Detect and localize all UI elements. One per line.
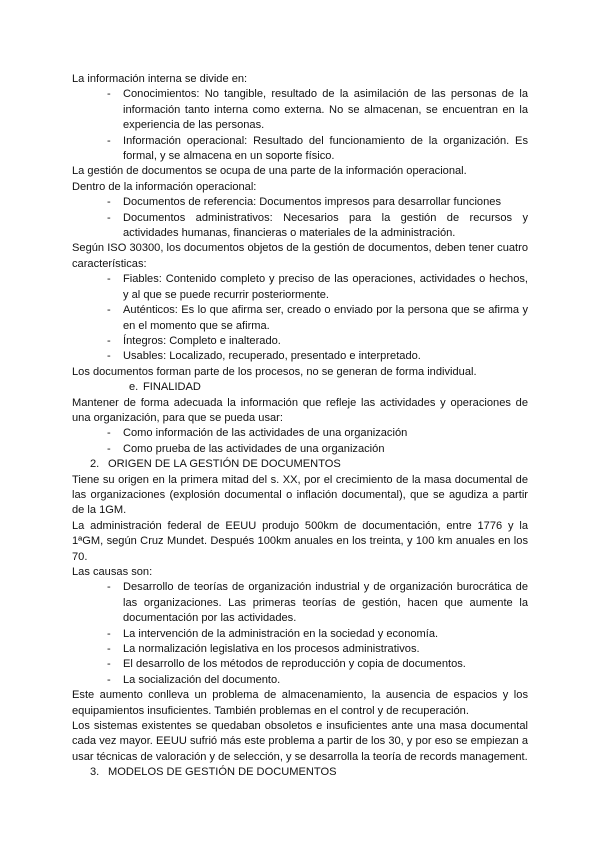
list-item: - El desarrollo de los métodos de reproducción y copia de documentos. <box>107 657 528 672</box>
heading-number: 2. <box>90 458 100 471</box>
list-item: - Como información de las actividades de una organización <box>107 426 528 441</box>
list-item: - Fiables: Contenido completo y preciso de las operaciones, actividades o hechos, y al que se puede recurrir posteriormente. <box>107 272 528 303</box>
paragraph: Tiene su origen en la primera mitad del s. XX, por el crecimiento de la masa documental de las organizaciones (explosión documental o inflación documental), que se agudiza a partir de la 1GM. <box>72 473 528 517</box>
list-item: - Íntegros: Completo e inalterado. <box>107 334 528 349</box>
dash-list <box>72 426 528 457</box>
list-item: - Documentos administrativos: Necesarios para la gestión de recursos y actividades humanas, financieras o materiales de la administración. <box>107 211 528 242</box>
list-item: - Información operacional: Resultado del funcionamiento de la organización. Es formal, y se almacena en un soporte físico. <box>107 134 528 165</box>
dash-list <box>72 580 528 688</box>
list-item: - La normalización legislativa en los procesos administrativos. <box>107 642 528 657</box>
paragraph: La gestión de documentos se ocupa de una parte de la información operacional. <box>72 165 467 178</box>
paragraph: Los documentos forman parte de los procesos, no se generan de forma individual. <box>72 365 477 378</box>
list-item: - Auténticos: Es lo que afirma ser, creado o enviado por la persona que se afirma y en el momento que se afirma. <box>107 303 528 334</box>
dash-list <box>72 272 528 364</box>
paragraph: Las causas son: <box>72 566 153 578</box>
list-item: - La intervención de la administración en la sociedad y economía. <box>107 627 528 642</box>
list-item: - La socialización del documento. <box>107 673 528 688</box>
section-heading <box>72 457 528 472</box>
subsection-heading <box>72 380 528 395</box>
section-heading <box>72 765 528 780</box>
dash-list <box>72 87 528 164</box>
paragraph: Los sistemas existentes se quedaban obsoletos e insuficientes ante una masa documental cada vez mayor. EEUU sufrió más este problema a partir de los 30, y por eso se empiezan a usar técnicas de valoración y de selección, y se desarrolla la teoría de records management. <box>72 720 528 763</box>
paragraph: Dentro de la información operacional: <box>72 180 257 193</box>
paragraph: Este aumento conlleva un problema de almacenamiento, la ausencia de espacios y los equipamientos insuficientes. También problemas en el control y de recuperación. <box>72 689 528 717</box>
paragraph: La administración federal de EEUU produjo 500km de documentación, entre 1776 y la 1ªGM, según Cruz Mundet. Después 100km anuales en los treinta, y 100 km anuales en los 70. <box>72 519 528 563</box>
paragraph: Según ISO 30300, los documentos objetos de la gestión de documentos, deben tener cuatro características: <box>72 242 528 270</box>
list-item: - Documentos de referencia: Documentos impresos para desarrollar funciones <box>107 195 528 210</box>
heading-number: e. <box>129 381 139 394</box>
paragraph: La información interna se divide en: <box>72 73 248 85</box>
heading-text: FINALIDAD <box>143 381 201 394</box>
list-item: - Conocimientos: No tangible, resultado de la asimilación de las personas de la información tanto interna como externa. No se almacenan, se encuentran en la experiencia de las personas. <box>107 87 528 133</box>
paragraph: Mantener de forma adecuada la información que refleje las actividades y operaciones de una organización, para que se pueda usar: <box>72 396 528 424</box>
dash-list <box>72 195 528 241</box>
list-item: - Usables: Localizado, recuperado, presentado e interpretado. <box>107 349 528 364</box>
list-item: - Como prueba de las actividades de una organización <box>107 442 528 457</box>
heading-number: 3. <box>90 766 100 779</box>
heading-text: MODELOS DE GESTIÓN DE DOCUMENTOS <box>108 766 337 779</box>
list-item: - Desarrollo de teorías de organización industrial y de organización burocrática de las organizaciones. Las primeras teorías de gestión, hacen que aumente la documentación por las actividades. <box>107 580 528 626</box>
heading-text: ORIGEN DE LA GESTIÓN DE DOCUMENTOS <box>108 458 341 471</box>
